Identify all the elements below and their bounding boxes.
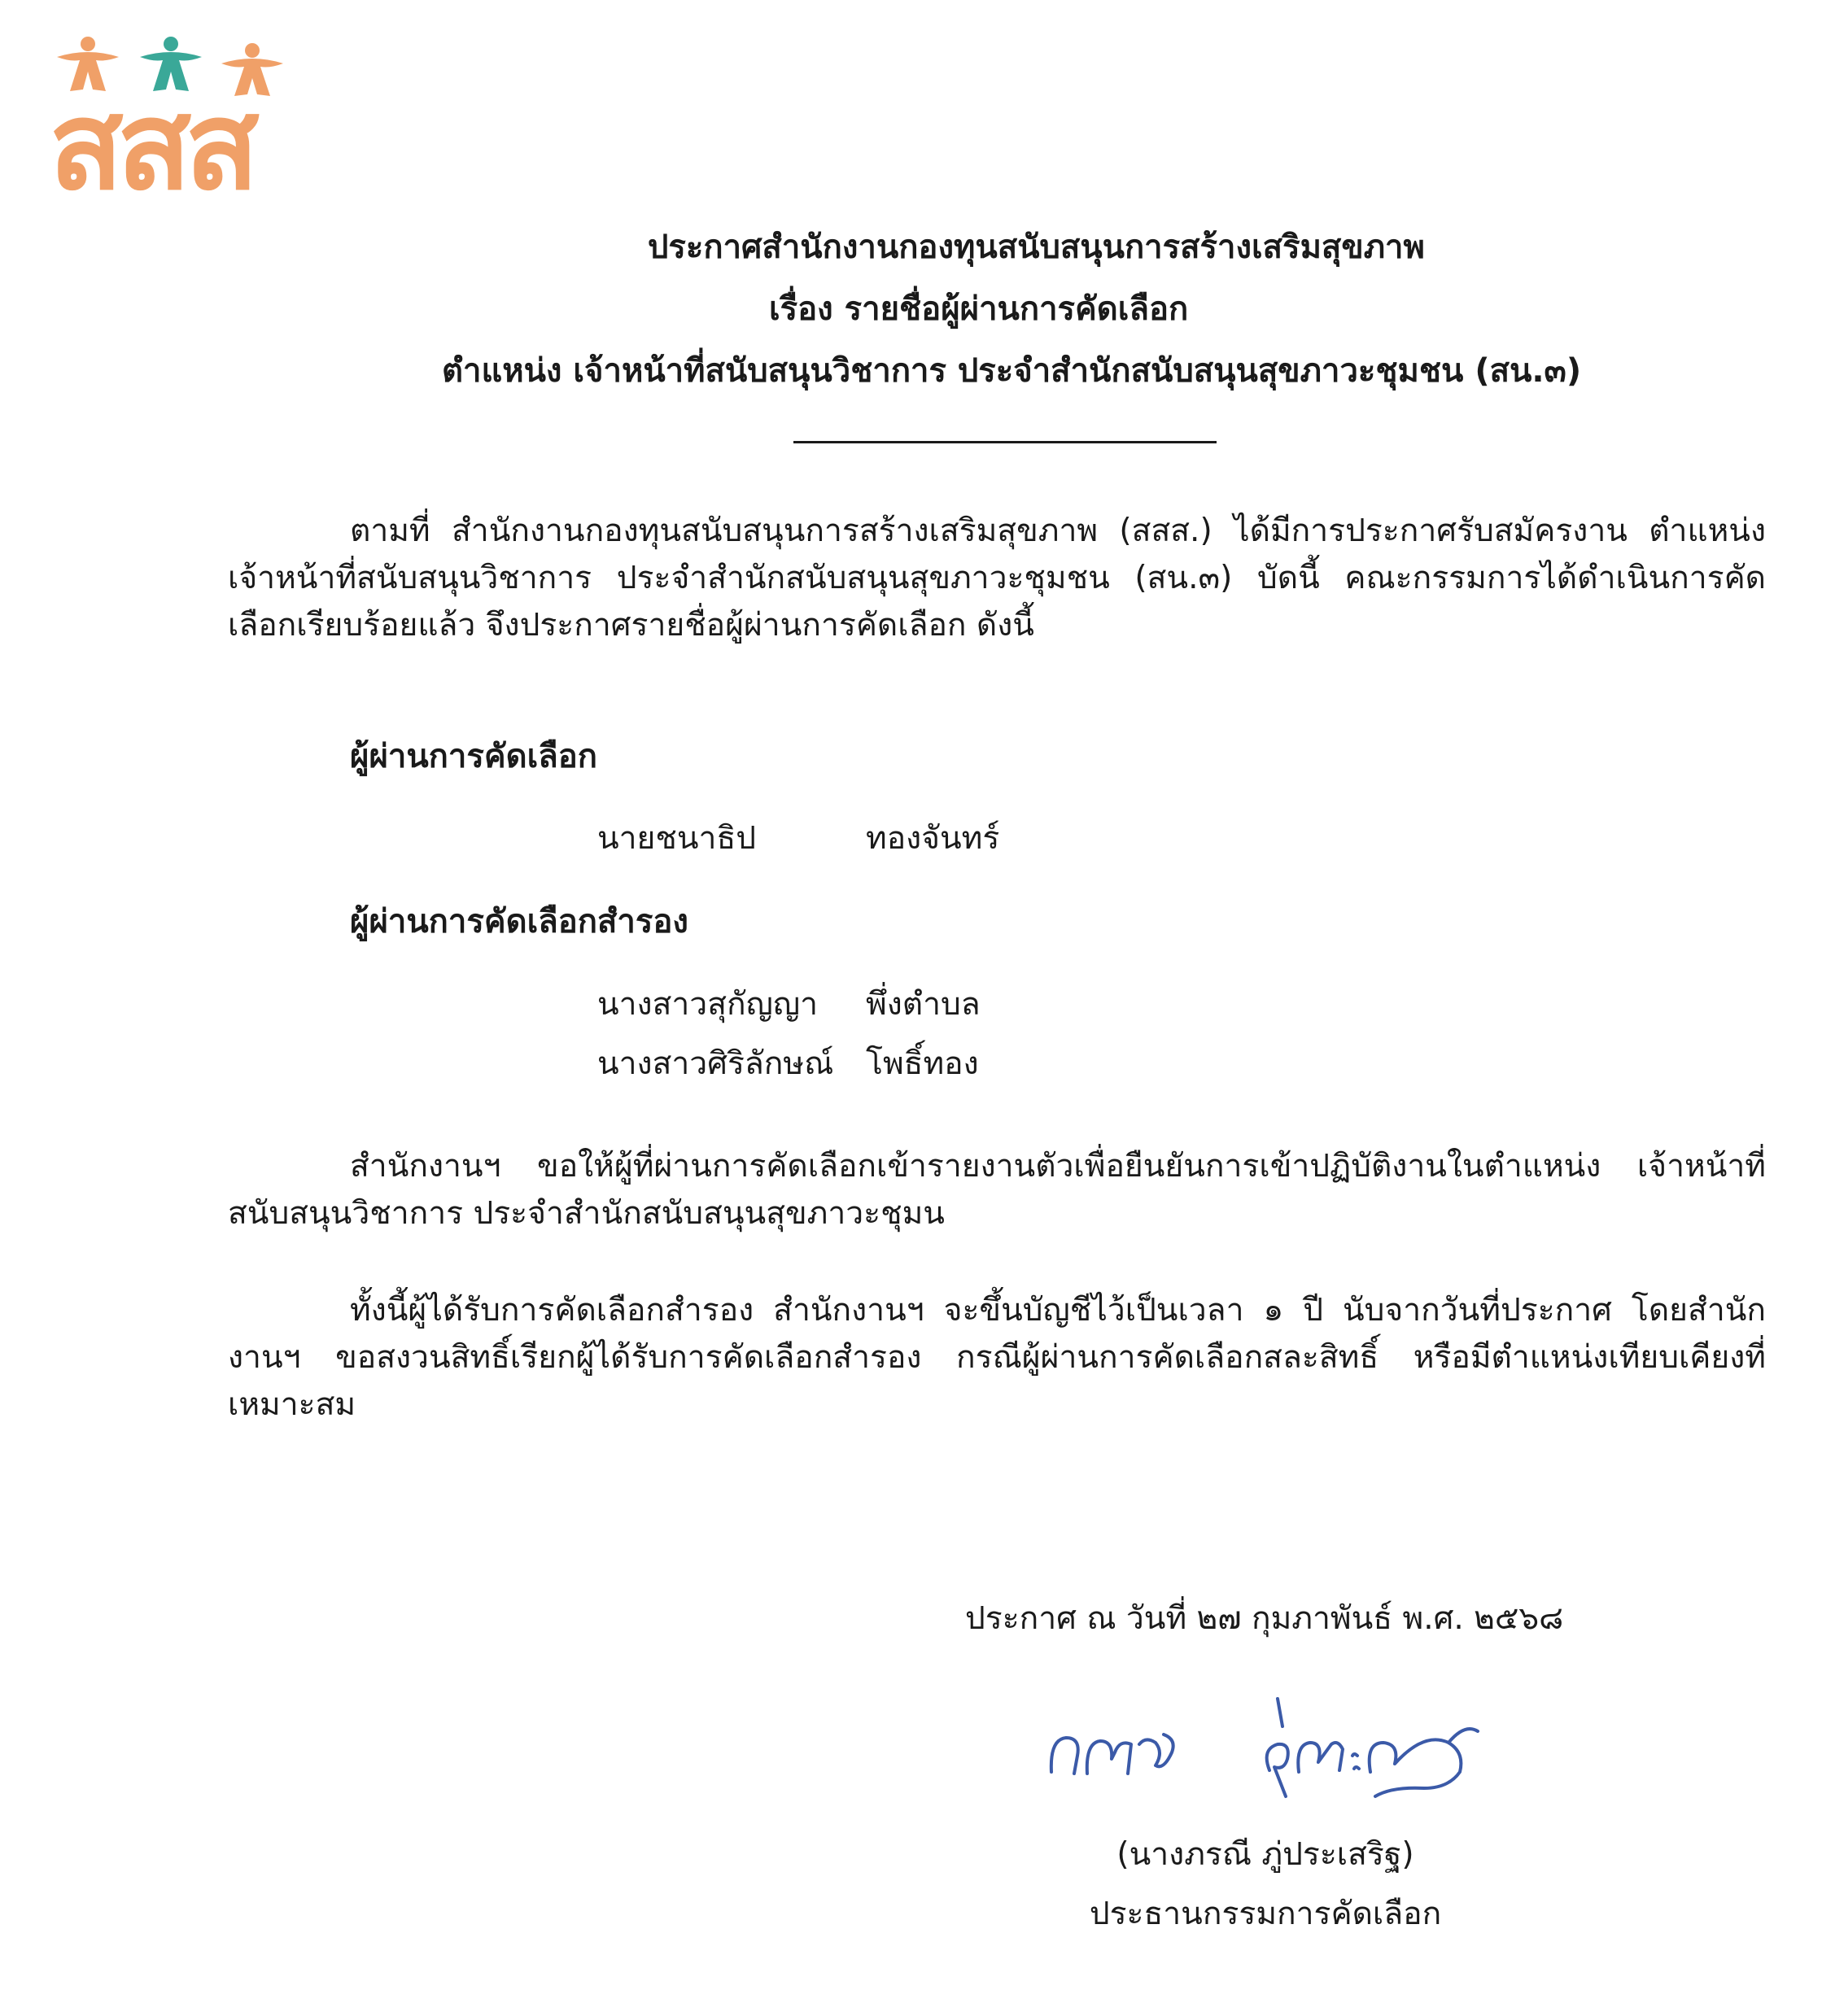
signer-title: ประธานกรรมการคัดเลือก [1089, 1896, 1442, 1932]
reserve-heading: ผู้ผ่านการคัดเลือกสำรอง [350, 903, 688, 940]
selected-last-name: ทองจันทร์ [866, 820, 1000, 857]
reserve-last-name: โพธิ์ทอง [866, 1045, 979, 1082]
reserve-name-row [597, 1041, 979, 1087]
handwritten-signature [1042, 1674, 1514, 1813]
announcement-subject: เรื่อง รายชื่อผู้ผ่านการคัดเลือก [769, 290, 1189, 328]
reserve-name-row [597, 982, 981, 1028]
announcement-date: ประกาศ ณ วันที่ ๒๗ กุมภาพันธ์ พ.ศ. ๒๕๖๘ [965, 1600, 1564, 1637]
reserve-policy-text: ทั้งนี้ผู้ได้รับการคัดเลือกสำรอง สำนักงานฯ จะขึ้นบัญชีไว้เป็นเวลา ๑ ปี นับจากวันที่ประกาศ โดยสำนักงานฯ ขอสงวนสิทธิ์เรียกผู้ได้รับการคัดเลือกสำรอง กรณีผู้ผ่านการคัดเลือกสละสิทธิ์ หรือมีตำแหน่งเทียบเคียงที่เหมาะสม [228, 1292, 1766, 1423]
selected-name-row [597, 816, 999, 862]
header-divider [793, 441, 1217, 443]
selected-first-name: นายชนาธิป [597, 820, 756, 857]
sss-logo [49, 33, 317, 217]
logo-wordmark: สสส [49, 76, 253, 217]
selected-heading: ผู้ผ่านการคัดเลือก [350, 738, 598, 775]
report-paragraph-text: สำนักงานฯ ขอให้ผู้ที่ผ่านการคัดเลือกเข้ารายงานตัวเพื่อยืนยันการเข้าปฏิบัติงานในตำแหน่ง เจ้าหน้าที่สนับสนุนวิชาการ ประจำสำนักสนับสนุนสุขภาวะชุมน [228, 1148, 1766, 1232]
intro-paragraph-text: ตามที่ สำนักงานกองทุนสนับสนุนการสร้างเสริมสุขภาพ (สสส.) ได้มีการประกาศรับสมัครงาน ตำแหน่ง เจ้าหน้าที่สนับสนุนวิชาการ ประจำสำนักสนับสนุนสุขภาวะชุมชน (สน.๓) บัดนี้ คณะกรรมการได้ดำเนินการคัดเลือกเรียบร้อยแล้ว จึงประกาศรายชื่อผู้ผ่านการคัดเลือก ดังนี้ [228, 513, 1766, 644]
reserve-policy-paragraph [228, 1287, 1766, 1429]
signer-name: (นางภรณี ภู่ประเสริฐ) [1116, 1836, 1414, 1873]
announcement-title: ประกาศสำนักงานกองทุนสนับสนุนการสร้างเสริมสุขภาพ [648, 229, 1425, 266]
reserve-first-name: นางสาวสุกัญญา [597, 986, 818, 1023]
announcement-position: ตำแหน่ง เจ้าหน้าที่สนับสนุนวิชาการ ประจำสำนักสนับสนุนสุขภาวะชุมชน (สน.๓) [442, 352, 1582, 390]
intro-paragraph [228, 508, 1766, 649]
report-paragraph [228, 1143, 1766, 1237]
reserve-last-name: พึ่งตำบล [866, 986, 981, 1023]
reserve-first-name: นางสาวศิริลักษณ์ [597, 1045, 834, 1082]
